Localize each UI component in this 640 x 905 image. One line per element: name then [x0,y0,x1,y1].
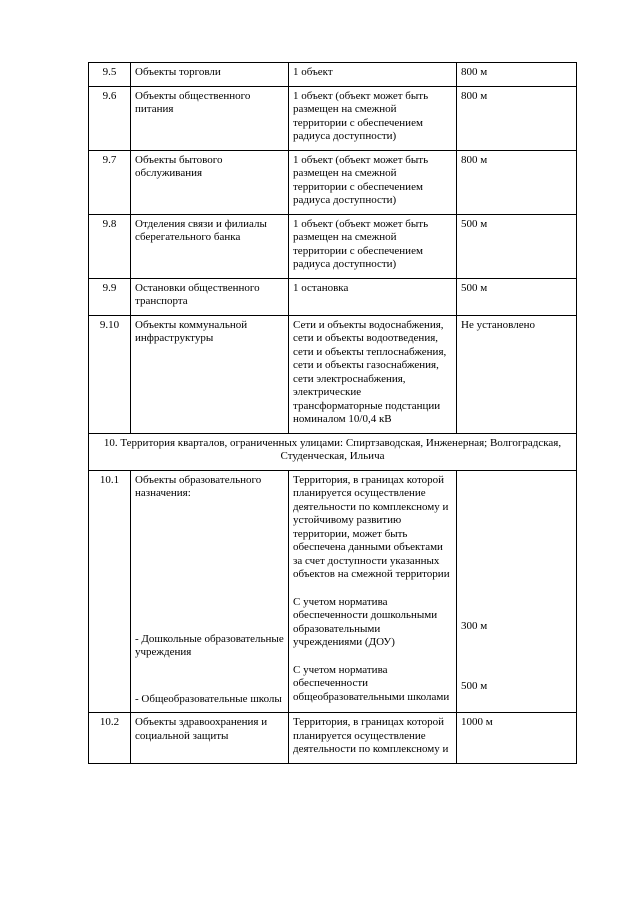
object-name: Объекты коммунальной инфраструктуры [131,315,289,433]
object-name: Объекты бытового обслуживания [131,150,289,214]
section-header: 10. Территория кварталов, ограниченных улицами: Спиртзаводская, Инженерная; Волгоградская, Студенческая, Ильича [89,433,577,470]
object-radius: Не установлено [457,315,577,433]
row-number: 9.8 [89,214,131,278]
object-radius: 800 м [457,86,577,150]
sub-object-radius: 300 м [461,619,488,632]
row-number: 9.6 [89,86,131,150]
object-value: Сети и объекты водоснабжения, сети и объекты водоотведения, сети и объекты теплоснабжения, сети и объекты газоснабжения, сети электроснабжения, электрические трансформаторные подстанции номиналом 10/0,4 кВ [289,315,457,433]
object-name: Объекты образовательного назначения: [135,473,262,499]
row-number: 10.1 [89,470,131,713]
sub-object-name: - Общеобразовательные школы [135,692,282,705]
sub-object-name: - Дошкольные образовательные учреждения [135,632,284,658]
object-value: Территория, в границах которой планируется осуществление деятельности по комплексному и устойчивому развитию территории, может быть обеспечена данными объектами за счет доступности указанных объектов на смежной территории [293,473,450,580]
object-name: Объекты торговли [131,63,289,87]
object-value: Территория, в границах которой планируется осуществление деятельности по комплексному и [289,713,457,764]
spacer [135,660,284,693]
object-value: 1 объект [289,63,457,87]
sub-object-value: С учетом норматива обеспеченности дошкольными образовательными учреждениями (ДОУ) [293,595,438,648]
object-value: 1 объект (объект может быть размещен на смежной территории с обеспечением радиуса доступности) [289,150,457,214]
sub-object-value: С учетом норматива обеспеченности общеобразовательными школами [293,663,450,703]
spacer [461,633,572,680]
object-value: 1 остановка [289,278,457,315]
object-name: Объекты здравоохранения и социальной защиты [131,713,289,764]
object-name: Объекты общественного питания [131,86,289,150]
spacer [135,501,284,633]
table-row [89,63,577,87]
table-row [89,278,577,315]
object-name: Отделения связи и филиалы сберегательного банка [131,214,289,278]
requirements-table [88,62,577,764]
row-number: 9.10 [89,315,131,433]
object-radius-cell [457,470,577,713]
object-radius: 800 м [457,63,577,87]
object-name-cell [131,470,289,713]
table-row [89,470,577,713]
row-number: 10.2 [89,713,131,764]
sub-object-radius: 500 м [461,680,488,692]
table-row [89,214,577,278]
table-row [89,315,577,433]
object-radius: 500 м [457,214,577,278]
row-number: 9.9 [89,278,131,315]
object-radius: 1000 м [457,713,577,764]
table-row [89,713,577,764]
table-row [89,86,577,150]
object-radius: 500 м [457,278,577,315]
row-number: 9.7 [89,150,131,214]
object-value: 1 объект (объект может быть размещен на смежной территории с обеспечением радиуса доступности) [289,86,457,150]
object-value: 1 объект (объект может быть размещен на смежной территории с обеспечением радиуса доступности) [289,214,457,278]
section-row [89,433,577,470]
object-radius: 800 м [457,150,577,214]
object-value-cell [289,470,457,713]
spacer [461,474,572,620]
table-row [89,150,577,214]
row-number: 9.5 [89,63,131,87]
object-name: Остановки общественного транспорта [131,278,289,315]
